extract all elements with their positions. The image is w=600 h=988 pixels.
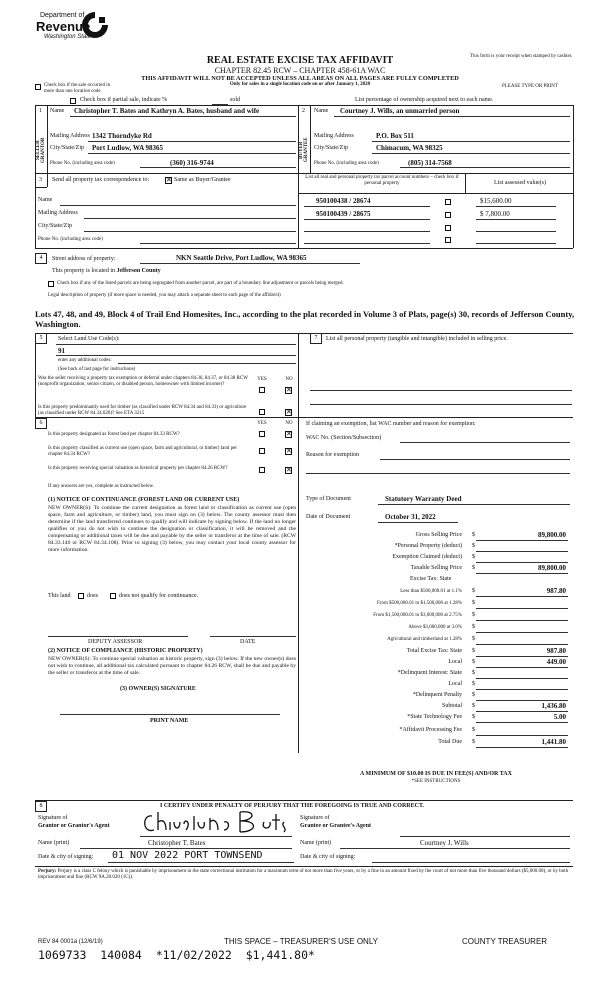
form-title: REAL ESTATE EXCISE TAX AFFIDAVIT (206, 55, 394, 66)
taxable-label: Taxable Selling Price (410, 565, 462, 571)
form-warning: THIS AFFIDAVIT WILL NOT BE ACCEPTED UNLESS ALL AREAS ON ALL PAGES ARE FULLY COMPLETED (141, 75, 459, 82)
seller-side-label: SELLER GRANTOR (36, 137, 46, 163)
s6-q2: Is this property classified as current use (open space, farm and agricultural, or timber) land per chapter 84.34 RCW? (48, 446, 237, 457)
land-use-code: 91 (58, 347, 65, 355)
value-1: $15,600.00 (480, 197, 512, 205)
segregated-checkbox[interactable] (48, 281, 54, 287)
see-back-label: (See back of last page for instructions) (58, 367, 136, 372)
land-does-not: does not qualify for continuance. (119, 593, 199, 599)
grantee-print: Courtney J. Wills (420, 839, 469, 847)
dollar: $ (472, 543, 475, 549)
s3-name-label: Name (38, 197, 53, 203)
rule (298, 193, 573, 194)
tech-fee-value: 5.00 (553, 713, 566, 721)
land-prefix: This land (48, 593, 71, 599)
legal-label: Legal description of property (if more space is needed, you may attach a separate sheet to each page of the affidavit) (48, 293, 281, 298)
rule (310, 390, 572, 391)
rule (306, 473, 570, 474)
form-chapters: CHAPTER 82.45 RCW – CHAPTER 458-61A WAC (214, 66, 386, 75)
rule (476, 678, 568, 679)
s5-yes: YES (257, 377, 267, 382)
rule (476, 747, 568, 748)
land-does-not-checkbox[interactable] (110, 593, 116, 599)
rule (304, 231, 430, 232)
rule (465, 173, 466, 193)
print-name-label: PRINT NAME (150, 718, 189, 724)
perjury-block (38, 869, 570, 881)
rule (378, 504, 570, 505)
perjury-text: Perjury is a class C felony which is punishable by imprisonment in the state correctional institution for a maximum term of not more than five years, or by a fine in an amount fixed by the court of not more than five thousand dollars ($5,000.00), or by both imprisonment and fine (RCW 9A.20.020 (1C)). (38, 869, 569, 880)
certify-text: I CERTIFY UNDER PENALTY OF PERJURY THAT THE FOREGOING IS TRUE AND CORRECT. (160, 803, 425, 809)
rule (400, 836, 570, 837)
s5-no: NO (285, 377, 293, 382)
rule (35, 173, 36, 248)
rule (476, 608, 568, 609)
dollar: $ (472, 624, 475, 630)
rule (372, 862, 570, 863)
see-instructions: *SEE INSTRUCTIONS (411, 779, 461, 784)
section5-number: 5 (35, 333, 47, 344)
parcel-2: 950100439 / 28675 (316, 210, 371, 218)
rule (476, 722, 568, 723)
same-as-buyer-checkbox[interactable]: ✕ (166, 176, 172, 184)
form-only-for: Only for sales in a single location code on or after January 1, 2020 (229, 82, 371, 87)
segregated-label: Check box if any of the listed parcels are being segregated from another parcel, are part of a boundary line adjustment or parcels being merged. (57, 281, 344, 286)
s5-q1-no[interactable]: ✕ (286, 386, 292, 394)
gross-label: Gross Selling Price (415, 532, 462, 538)
buyer-side-label: BUYER GRANTEE (299, 137, 309, 163)
ownership-note: List percentage of ownership acquired next to each name. (355, 97, 494, 103)
rule (476, 243, 556, 244)
rule (476, 219, 556, 220)
multi-location-label: Check box if the sale occurred in more than one location code (44, 83, 111, 94)
delinquent-interest-state-label: *Delinquent Interest: State (397, 670, 462, 676)
parcel-2-personal-checkbox[interactable] (445, 212, 451, 218)
grantor-date-label: Date & city of signing: (38, 854, 94, 860)
parcel-3-personal-checkbox[interactable] (445, 225, 451, 231)
send-correspondence-label: Send all property tax correspondence to: (52, 177, 150, 183)
notice2-body: NEW OWNER(S): To continue special valuation as historic property, sign (3) below. If the new owner(s) does not wish to continue, all additional tax calculated pursuant to chapter 84.26 RCW, shall be due and payable by the seller or transferor at the time of sale. (48, 656, 296, 676)
tech-fee-label: *State Technology Fee (407, 714, 462, 720)
legal-description: Lots 47, 48, and 49, Block 4 of Trail End Homesites, Inc., according to the plat recorded in Volume 3 of Plats, page(s) 30, records of Jefferson County, Washington. (35, 309, 575, 329)
doc-date: October 31, 2022 (385, 513, 436, 521)
same-as-buyer-label: Same as Buyer/Grantee (174, 177, 231, 183)
rule (84, 231, 296, 232)
deputy-assessor-label: DEPUTY ASSESSOR (88, 639, 143, 645)
rule (476, 632, 568, 633)
dollar: $ (472, 681, 475, 687)
subtotal-value: 1,436.80 (541, 702, 566, 710)
treasurer-only: THIS SPACE – TREASURER'S USE ONLY (224, 937, 379, 946)
dollar: $ (472, 636, 475, 642)
rule (476, 551, 568, 552)
s6-q1-no[interactable]: ✕ (286, 430, 292, 438)
dollar: $ (472, 692, 475, 698)
value-2: $ 7,800.00 (480, 210, 510, 218)
rule (118, 363, 296, 364)
dollar: $ (472, 588, 475, 594)
if-yes-note: If any answers are yes, complete as instructed below. (48, 484, 155, 489)
street-address: NKN Seattle Drive, Port Ludlow, WA 98365 (176, 254, 307, 262)
section6-number: 6 (35, 418, 47, 429)
exemption-deduct-label: Exemption Claimed (deduct) (392, 554, 462, 560)
buyer-city: Chimacum, WA 98325 (376, 144, 443, 152)
deputy-date-label: DATE (240, 639, 256, 645)
rule (140, 836, 292, 837)
county-line: This property is located in Jefferson County (52, 268, 161, 274)
rule (140, 263, 360, 264)
rule (400, 442, 570, 443)
processing-fee-label: *Affidavit Processing Fee (399, 727, 462, 733)
s5-q1-yes[interactable] (259, 387, 265, 393)
local-value: 449.00 (546, 658, 566, 666)
subtotal-label: Subtotal (441, 703, 462, 709)
doc-date-label: Date of Document (306, 514, 351, 520)
rule (108, 862, 294, 863)
grantor-date-city: 01 NOV 2022 PORT TOWNSEND (112, 850, 263, 861)
rule (476, 573, 568, 574)
rule (35, 866, 573, 867)
multi-location-checkbox[interactable] (35, 84, 41, 90)
section1-number: 1 (39, 108, 42, 114)
rule (476, 667, 568, 668)
parcel-1-personal-checkbox[interactable] (445, 199, 451, 205)
street-label: Street address of property: (52, 256, 116, 262)
rule (304, 219, 430, 220)
wac-label: WAC No. (Section/Subsection) (306, 435, 382, 441)
rule (56, 355, 296, 356)
rule (88, 153, 296, 154)
section7-number: 7 (310, 333, 322, 344)
dollar: $ (472, 703, 475, 709)
bracket-1-label: Less than $500,000.01 at 1.1% (400, 589, 462, 594)
agency-line2: Revenue (36, 19, 91, 34)
excise-header: Excise Tax: State (410, 576, 452, 582)
bracket-3-label: From $1,500,000.01 to $3,000,000 at 2.75% (373, 613, 462, 618)
rule (88, 141, 296, 142)
s3-phone-label: Phone No. (including area code) (38, 237, 103, 242)
seller-mailing-label: Mailing Address (50, 133, 90, 139)
rule (476, 620, 568, 621)
bracket-5-label: Agricultural and timberland at 1.28% (387, 637, 462, 642)
s6-q2-no[interactable]: ✕ (286, 447, 292, 455)
s6-q3-no[interactable]: ✕ (286, 466, 292, 474)
partial-sale-label: Check box if partial sale, indicate % (80, 97, 168, 103)
s6-q1: Is this property designated as forest land per chapter 84.33 RCW? (48, 432, 180, 437)
rule (35, 800, 573, 801)
receipt-note: This form is your receipt when stamped by cashier. (470, 54, 573, 59)
additional-codes-label: enter any additional codes: (58, 358, 112, 363)
rule (35, 248, 573, 249)
section4-number: 4 (35, 253, 47, 264)
county-treasurer: COUNTY TREASURER (462, 937, 548, 946)
grantor-print-label: Name (print) (38, 840, 70, 846)
section3-number: 3 (39, 177, 42, 183)
signature-scribble (140, 808, 290, 836)
rule (476, 206, 556, 207)
parcel-1: 950100438 / 28674 (316, 197, 371, 205)
rule (476, 700, 568, 701)
buyer-mailing: P.O. Box 511 (376, 132, 414, 140)
doc-type: Statutory Warranty Deed (385, 495, 462, 503)
rule (476, 644, 568, 645)
land-use-label: Select Land Use Code(s): (58, 336, 120, 342)
grantee-date-label: Date & city of signing: (300, 854, 356, 860)
dollar: $ (472, 554, 475, 560)
rule (310, 105, 311, 173)
calc-table (300, 528, 572, 748)
s5-q2-no[interactable]: ✕ (286, 408, 292, 416)
agency-line1: Department of (40, 12, 85, 19)
rule (380, 459, 570, 460)
rule (378, 522, 458, 523)
dollar: $ (472, 532, 475, 538)
agency-line3: Washington State (44, 34, 92, 40)
bracket-1-value: 987.80 (546, 587, 566, 595)
s3-city-label: City/State/Zip (38, 223, 72, 229)
notice1-body: NEW OWNER(S): To continue the current designation as forest land or classification as current use (open space, farm and agriculture, or timber) land, you must sign on (3) below. The county assessor must then determine if the land transferred continues to qualify and will indicate by signing below. If the land no longer qualifies or you do not wish to continue the designation or classification, it will be removed and the compensating or additional taxes will be due and payable by the seller or transferor at the time of sale. (RCW 84.33.140 or RCW 84.34.108). Prior to signing (3) below, you may contact your local county assessor for more information. (48, 505, 296, 553)
buyer-mailing-label: Mailing Address (314, 133, 354, 139)
rule (476, 596, 568, 597)
personal-prop-label: List all personal property (tangible and intangible) included in selling price. (326, 336, 508, 342)
seller-city-label: City/State/Zip (50, 145, 84, 151)
dollar: $ (472, 600, 475, 606)
dollar: $ (472, 714, 475, 720)
rule (84, 218, 296, 219)
seller-phone: (360) 316-9744 (170, 159, 214, 167)
notice1-title: (1) NOTICE OF CONTINUANCE (FOREST LAND OR CURRENT USE) (48, 497, 240, 503)
taxable-value: 89,800.00 (538, 564, 566, 572)
delinquent-penalty-label: *Delinquent Penalty (412, 692, 462, 698)
rule (340, 848, 570, 849)
rule (56, 344, 296, 345)
rule (476, 562, 568, 563)
land-does-checkbox[interactable] (78, 593, 84, 599)
rule (35, 333, 36, 417)
seller-city: Port Ludlow, WA 98365 (92, 144, 164, 152)
rule (35, 417, 573, 418)
total-due-value: 1,441.80 (541, 738, 566, 746)
rule (80, 848, 292, 849)
dollar: $ (472, 727, 475, 733)
dollar: $ (472, 648, 475, 654)
assessed-header: List assessed value(s) (494, 180, 546, 186)
minimum-note: A MINIMUM OF $10.00 IS DUE IN FEE(S) AND/OR TAX (360, 771, 512, 777)
rule (400, 167, 570, 168)
rule (35, 105, 573, 106)
seller-name: Christopher T. Bates and Kathryn A. Bates, husband and wife (74, 107, 260, 115)
total-excise-state-value: 987.80 (546, 647, 566, 655)
perjury-title: Perjury: (38, 869, 57, 874)
rule (60, 205, 296, 206)
dollar: $ (472, 565, 475, 571)
rule (70, 116, 296, 117)
total-excise-state-label: Total Excise Tax: State (406, 648, 462, 654)
form-number: REV 84 0001a (12/6/19) (38, 939, 103, 945)
total-due-label: Total Due (438, 739, 462, 745)
rule (476, 689, 568, 690)
exemption-label: If claiming an exemption, list WAC number and reason for exemption: (306, 421, 476, 427)
rule (47, 173, 48, 187)
land-does: does (87, 593, 98, 599)
rule (372, 153, 570, 154)
s5-q2: Is this property predominantly used for timber (as classified under RCW 84.34 and 84.33) or agriculture (as classified under RCW 84.34.020)? See ETA 3215 (38, 405, 247, 416)
bracket-2-label: From $500,000.01 to $1,500,000 at 1.28% (377, 601, 462, 606)
rule (60, 714, 280, 715)
s5-q2-yes[interactable] (259, 409, 265, 415)
rule (35, 333, 573, 334)
rule (140, 167, 296, 168)
rule (298, 333, 299, 753)
local-label: Local (448, 659, 462, 665)
rule (334, 116, 570, 117)
buyer-phone-label: Phone No. (including area code) (314, 161, 379, 166)
s6-no: NO (285, 421, 293, 426)
rule (573, 173, 574, 248)
rule (304, 243, 430, 244)
grantor-sig-label: Signature of (38, 815, 68, 821)
section2-number: 2 (302, 108, 305, 114)
grantor-signature (140, 808, 290, 836)
grantee-sig-label: Signature of (300, 815, 330, 821)
rule (476, 656, 568, 657)
rule (372, 141, 570, 142)
dor-logo (36, 8, 116, 44)
personal-deduct-label: *Personal Property (deduct) (394, 543, 462, 549)
rule (298, 173, 299, 248)
rule (476, 735, 568, 736)
buyer-city-label: City/State/Zip (314, 145, 348, 151)
parcel-4-personal-checkbox[interactable] (445, 237, 451, 243)
s6-q3: Is this property receiving special valuation as historical property per chapter 84.26 RCW? (48, 466, 228, 471)
owner-signature-label: (3) OWNER(S) SIGNATURE (120, 686, 196, 692)
rule (35, 187, 47, 188)
s6-q3-yes[interactable] (259, 467, 265, 473)
rule (47, 105, 48, 173)
grantee-sig-label2: Grantee or Grantee's Agent (300, 823, 372, 829)
parcel-header: List all real and personal property tax parcel account numbers – check box if personal property (305, 175, 459, 186)
rule (476, 711, 568, 712)
reason-label: Reason for exemption (306, 452, 359, 458)
grantor-print: Christopher T. Bates (148, 839, 206, 847)
buyer-name-label: Name (314, 108, 329, 114)
grantee-print-label: Name (print) (300, 840, 332, 846)
s6-yes: YES (257, 421, 267, 426)
s5-q1: Was the seller receiving a property tax exemption or deferral under chapters 84.36, 84.37, or 84.38 RCW (nonprofit organization, senior citizen, or disabled person, homeowner with limited income)? (38, 376, 248, 387)
rule (35, 173, 573, 174)
sold-label: sold (230, 97, 241, 103)
section8-number: 8 (35, 801, 47, 812)
rule (476, 231, 556, 232)
buyer-name: Courtney J. Wills, an unmarried person (340, 107, 460, 115)
seller-mailing: 1342 Thorndyke Rd (92, 132, 152, 140)
notice2-title: (2) NOTICE OF COMPLIANCE (HISTORIC PROPERTY) (48, 648, 203, 654)
bracket-4-label: Above $3,000,000 at 3.0% (408, 625, 462, 630)
rule (573, 105, 574, 173)
s6-q1-yes[interactable] (259, 431, 265, 437)
s3-mailing-label: Mailing Address (38, 210, 78, 216)
dollar: $ (472, 659, 475, 665)
rule (304, 206, 430, 207)
buyer-phone: (805) 314-7568 (408, 159, 452, 167)
type-print-note: PLEASE TYPE OR PRINT (502, 84, 558, 89)
rule (310, 404, 572, 405)
rule (48, 636, 188, 637)
seller-phone-label: Phone No. (including area code) (50, 161, 115, 166)
rule (210, 636, 296, 637)
grantor-sig-label2: Grantor or Grantor's Agent (38, 823, 110, 829)
doc-type-label: Type of Document (306, 496, 351, 502)
delinquent-interest-local-label: Local (448, 681, 462, 687)
rule (476, 540, 568, 541)
dollar: $ (472, 670, 475, 676)
rule (140, 243, 296, 244)
seller-name-label: Name (50, 108, 65, 114)
gross-value: 89,800.00 (538, 531, 566, 539)
s6-q2-yes[interactable] (259, 448, 265, 454)
dollar: $ (472, 739, 475, 745)
dollar: $ (472, 612, 475, 618)
partial-sale-checkbox[interactable] (70, 98, 76, 104)
treasurer-stamp: 1069733 140084 *11/02/2022 $1,441.80* (38, 948, 315, 962)
